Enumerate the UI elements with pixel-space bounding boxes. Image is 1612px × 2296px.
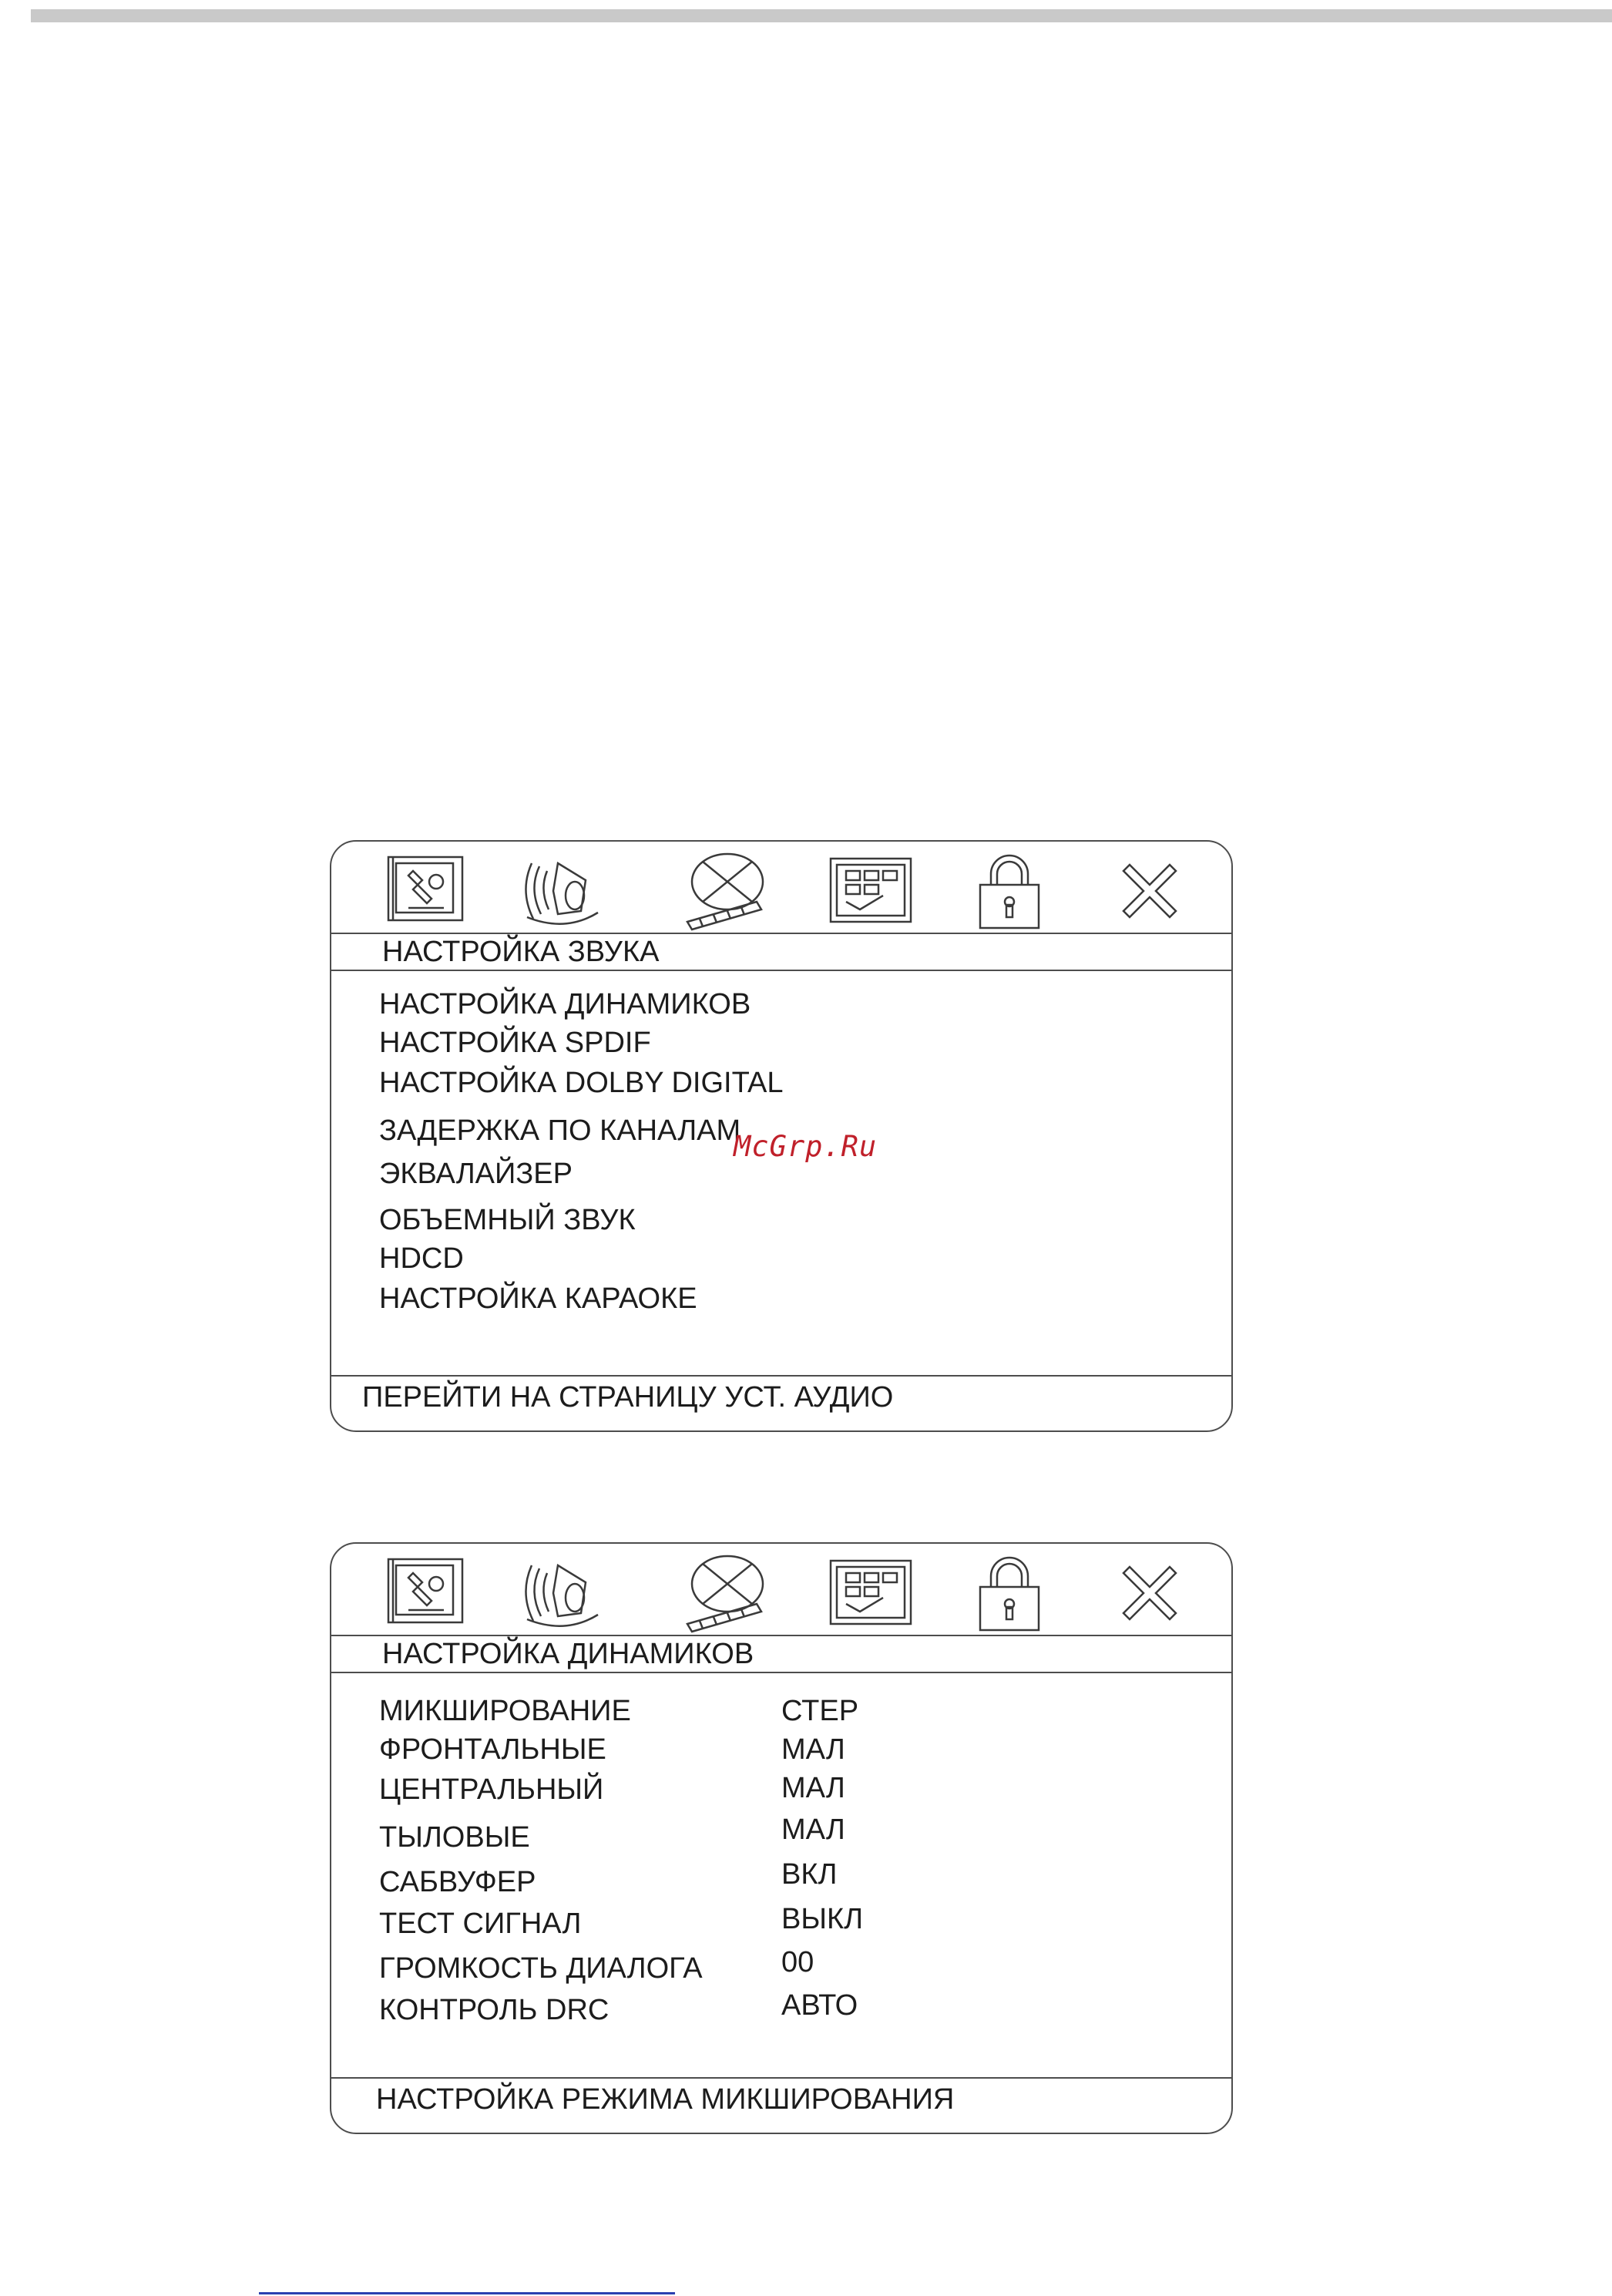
- status-hint: НАСТРОЙКА РЕЖИМА МИКШИРОВАНИЯ: [376, 2083, 955, 2116]
- setting-value-subwoofer[interactable]: ВКЛ: [781, 1858, 838, 1891]
- setting-label-center[interactable]: ЦЕНТРАЛЬНЫЙ: [379, 1773, 604, 1806]
- menu-item-hdcd[interactable]: HDCD: [379, 1242, 464, 1275]
- status-hint: ПЕРЕЙТИ НА СТРАНИЦУ УСТ. АУДИО: [362, 1381, 894, 1414]
- footer-link-underline: [259, 2292, 675, 2294]
- panel-divider: [331, 2077, 1231, 2079]
- padlock-icon[interactable]: [963, 848, 1056, 933]
- speaker-setup-panel: [330, 1542, 1233, 2134]
- menu-item-dolby-digital-setup[interactable]: НАСТРОЙКА DOLBY DIGITAL: [379, 1067, 784, 1099]
- preferences-grid-icon[interactable]: [823, 1550, 915, 1635]
- panel-divider: [331, 970, 1231, 971]
- panel-divider: [331, 1635, 1231, 1636]
- menu-item-speaker-setup[interactable]: НАСТРОЙКА ДИНАМИКОВ: [379, 988, 751, 1020]
- setting-label-downmix[interactable]: МИКШИРОВАНИЕ: [379, 1695, 631, 1727]
- menu-icon-bar: [331, 842, 1231, 934]
- setting-label-dialog-volume[interactable]: ГРОМКОСТЬ ДИАЛОГА: [379, 1952, 703, 1985]
- disc-video-icon[interactable]: [680, 1550, 772, 1635]
- page-title: НАСТРОЙКА ЗВУКА: [382, 936, 660, 968]
- setting-label-test-tone[interactable]: ТЕСТ СИГНАЛ: [379, 1908, 582, 1940]
- menu-item-channel-delay[interactable]: ЗАДЕРЖКА ПО КАНАЛАМ: [379, 1114, 741, 1147]
- panel-divider: [331, 1375, 1231, 1377]
- setting-value-rear[interactable]: МАЛ: [781, 1814, 845, 1846]
- disc-video-icon[interactable]: [680, 848, 772, 933]
- menu-item-equalizer[interactable]: ЭКВАЛАЙЗЕР: [379, 1158, 573, 1190]
- setting-label-front[interactable]: ФРОНТАЛЬНЫЕ: [379, 1733, 606, 1766]
- setting-value-downmix[interactable]: СТЕР: [781, 1695, 859, 1727]
- setting-label-rear[interactable]: ТЫЛОВЫЕ: [379, 1821, 530, 1854]
- panel-divider: [331, 1672, 1231, 1673]
- setting-value-test-tone[interactable]: ВЫКЛ: [781, 1903, 864, 1935]
- setting-value-center[interactable]: МАЛ: [781, 1772, 845, 1804]
- menu-item-karaoke-setup[interactable]: НАСТРОЙКА КАРАОКЕ: [379, 1282, 697, 1315]
- preferences-grid-icon[interactable]: [823, 848, 915, 933]
- menu-icon-bar: [331, 1544, 1231, 1636]
- padlock-icon[interactable]: [963, 1550, 1056, 1635]
- page-title: НАСТРОЙКА ДИНАМИКОВ: [382, 1638, 754, 1670]
- setting-label-drc-control[interactable]: КОНТРОЛЬ DRC: [379, 1994, 610, 2026]
- watermark: McGrp.Ru: [734, 1130, 878, 1163]
- setting-label-subwoofer[interactable]: САБВУФЕР: [379, 1866, 536, 1898]
- page-top-rule: [31, 9, 1612, 22]
- tv-setup-icon[interactable]: [378, 848, 470, 933]
- setting-value-dialog-volume[interactable]: 00: [781, 1946, 814, 1978]
- menu-item-surround[interactable]: ОБЪЕМНЫЙ ЗВУК: [379, 1204, 636, 1236]
- close-x-icon[interactable]: [1103, 848, 1196, 933]
- setting-value-drc-control[interactable]: АВТО: [781, 1989, 858, 2022]
- menu-item-spdif-setup[interactable]: НАСТРОЙКА SPDIF: [379, 1027, 651, 1059]
- panel-divider: [331, 933, 1231, 934]
- close-x-icon[interactable]: [1103, 1550, 1196, 1635]
- speaker-audio-icon[interactable]: [512, 1550, 604, 1635]
- setting-value-front[interactable]: МАЛ: [781, 1733, 845, 1766]
- tv-setup-icon[interactable]: [378, 1550, 470, 1635]
- speaker-audio-icon[interactable]: [512, 848, 604, 933]
